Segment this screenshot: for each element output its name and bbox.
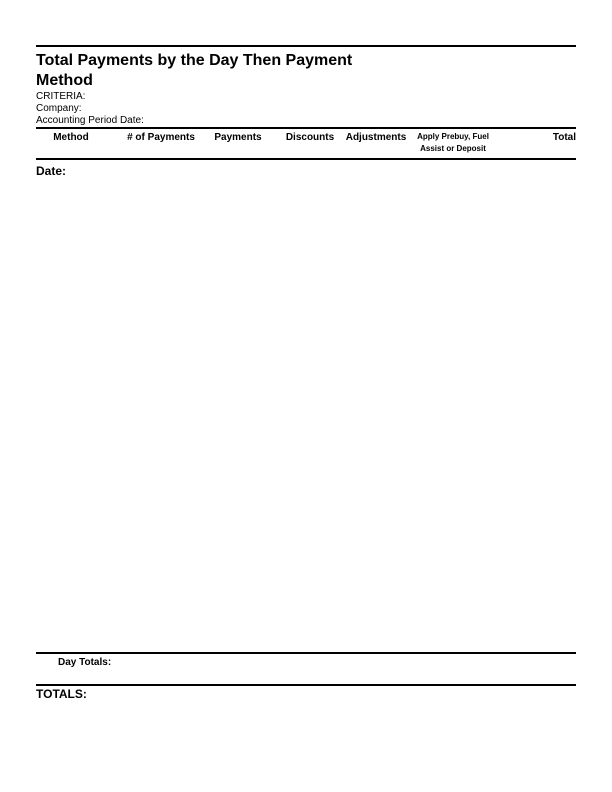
column-header-apply-prebuy-line2: Assist or Deposit (420, 144, 486, 153)
column-header-apply-prebuy-line1: Apply Prebuy, Fuel (417, 132, 489, 141)
day-totals-rule (36, 652, 576, 654)
company-label: Company: (36, 103, 82, 114)
totals-rule (36, 684, 576, 686)
accounting-period-label: Accounting Period Date: (36, 115, 144, 126)
header-top-rule (36, 127, 576, 129)
column-header-payments: Payments (214, 132, 262, 143)
column-header-method: Method (53, 132, 89, 143)
column-header-discounts: Discounts (285, 132, 335, 143)
date-label: Date: (36, 164, 67, 178)
totals-label: TOTALS: (36, 687, 87, 701)
column-header-num-payments: # of Payments (127, 132, 195, 143)
column-header-apply-prebuy (410, 131, 496, 155)
header-bottom-rule (36, 158, 576, 160)
day-totals-label: Day Totals: (58, 657, 112, 668)
column-header-adjustments: Adjustments (345, 132, 407, 143)
top-rule (36, 45, 576, 47)
report-title: Total Payments by the Day Then Payment Method (36, 52, 353, 89)
criteria-label: CRITERIA: (36, 91, 86, 102)
column-header-total: Total (552, 132, 576, 143)
